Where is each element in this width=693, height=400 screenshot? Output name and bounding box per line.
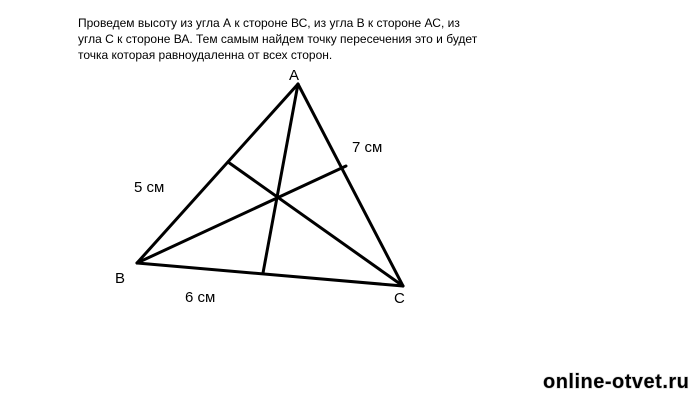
side-label-bc: 6 см xyxy=(185,289,216,306)
side-ac xyxy=(298,84,403,286)
side-label-ab: 5 см xyxy=(134,179,165,196)
vertex-label-a: A xyxy=(289,67,300,84)
altitude-from-b xyxy=(137,166,346,263)
altitude-from-a xyxy=(263,84,298,273)
side-bc xyxy=(137,263,403,286)
problem-text-line-3: точка которая равноудаленна от всех сторон. xyxy=(78,48,333,62)
vertex-label-c: C xyxy=(394,290,405,307)
vertex-label-b: B xyxy=(115,270,126,287)
watermark: online-otvet.ru xyxy=(543,371,690,393)
problem-text-line-1: Проведем высоту из угла А к стороне ВС, из угла В к стороне АС, из xyxy=(78,16,460,30)
side-ab xyxy=(137,84,298,263)
side-label-ac: 7 см xyxy=(352,139,383,156)
problem-text-line-2: угла С к стороне ВА. Тем самым найдем точку пересечения это и будет xyxy=(78,32,478,46)
